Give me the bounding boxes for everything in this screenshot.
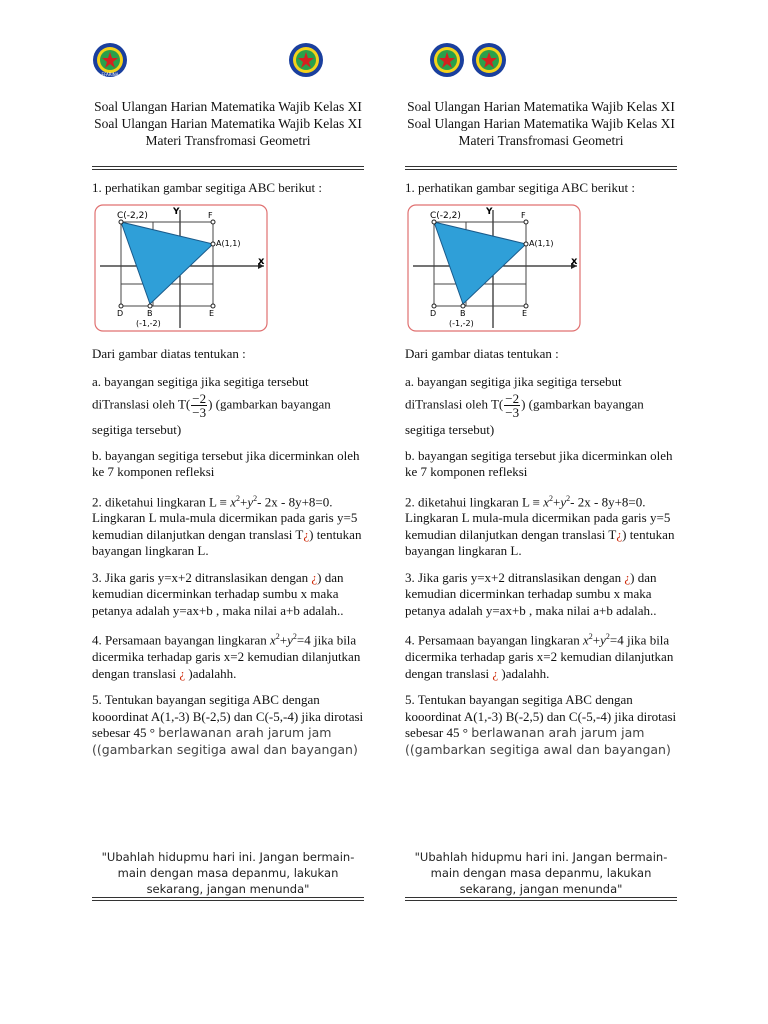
label-b-coord: (-1,-2) (449, 318, 474, 328)
label-x: x (258, 255, 265, 267)
school-logo-icon (471, 42, 507, 78)
q1-intro: 1. perhatikan gambar segitiga ABC berikut : (92, 180, 322, 195)
school-logo-icon (288, 42, 324, 78)
label-c: C(-2,2) (117, 210, 148, 221)
label-a: A(1,1) (529, 238, 554, 248)
label-c: C(-2,2) (430, 210, 461, 221)
title-divider (405, 166, 677, 170)
q1b: b. bayangan segitiga tersebut jika dicerminkan oleh ke 7 komponen refleksi (405, 447, 673, 479)
label-y: Y (173, 206, 180, 217)
label-e: E (522, 308, 528, 318)
q5: 5. Tentukan bayangan segitiga ABC dengan kooordinat A(1,-3) B(-2,5) dan C(-5,-4) jika dirotasi sebesar 45 ° berlawanan arah jarum jam ((gambarkan segitiga awal dan bayangan) (92, 692, 364, 757)
label-e: E (209, 308, 215, 318)
q1a: a. bayangan segitiga jika segitiga tersebut diTranslasi oleh T( $\frac{-2}{-3}$ ) (gambarkan bayangan segitiga tersebut) (405, 373, 644, 437)
q3: 3. Jika garis y=x+2 ditranslasikan dengan ¿) dan kemudian dicerminkan terhadap sumbu x maka petanya adalah y=ax+b , maka nilai a+b adalah.. (405, 569, 657, 618)
school-logo-icon (429, 42, 465, 78)
triangle-figure (407, 204, 581, 332)
questions (405, 180, 677, 758)
motivational-quote: "Ubahlah hidupmu hari ini. Jangan bermain-main dengan masa depanmu, lakukan sekarang, jangan menunda" (101, 850, 355, 896)
label-f: F (208, 210, 213, 220)
label-f: F (521, 210, 526, 220)
triangle-figure (94, 204, 268, 332)
q1-prompt: Dari gambar diatas tentukan : (405, 346, 559, 361)
bottom-divider (405, 897, 677, 901)
q4: 4. Persamaan bayangan lingkaran $x^2+y^2=4$ jika bila dicermika terhadap garis x=2 kemudian dilanjutkan dengan translasi ¿ )adalahh. (405, 632, 674, 681)
logo-text: EFARINA (101, 72, 119, 77)
label-b: B (460, 308, 466, 318)
label-b: B (147, 308, 153, 318)
motivational-quote: "Ubahlah hidupmu hari ini. Jangan bermain-main dengan masa depanmu, lakukan sekarang, jangan menunda" (414, 850, 668, 896)
q2: 2. diketahui lingkaran $L \equiv x^2+y^2-$ 2x - 8y+8=0. Lingkaran L mula-mula dicermikan pada garis y=5 kemudian dilanjutkan dengan translasi T¿) tentukan bayangan lingkaran L. (405, 493, 675, 559)
q5: 5. Tentukan bayangan segitiga ABC dengan kooordinat A(1,-3) B(-2,5) dan C(-5,-4) jika dirotasi sebesar 45 ° berlawanan arah jarum jam ((gambarkan segitiga awal dan bayangan) (405, 692, 677, 757)
worksheet-title: Soal Ulangan Harian Matematika Wajib Kelas XI Soal Ulangan Harian Matematika Wajib Kelas XI Materi Transfromasi Geometri (407, 99, 675, 148)
q2: 2. diketahui lingkaran $L \equiv x^2+y^2-$ 2x - 8y+8=0. Lingkaran L mula-mula dicermikan pada garis y=5 kemudian dilanjutkan dengan translasi T¿) tentukan bayangan lingkaran L. (92, 493, 362, 559)
label-b-coord: (-1,-2) (136, 318, 161, 328)
q4: 4. Persamaan bayangan lingkaran $x^2+y^2=4$ jika bila dicermika terhadap garis x=2 kemudian dilanjutkan dengan translasi ¿ )adalahh. (92, 632, 361, 681)
title-divider (92, 166, 364, 170)
q1-prompt: Dari gambar diatas tentukan : (92, 346, 246, 361)
worksheet-title: Soal Ulangan Harian Matematika Wajib Kelas XI Soal Ulangan Harian Matematika Wajib Kelas XI Materi Transfromasi Geometri (94, 99, 362, 148)
school-logo-icon (92, 42, 128, 78)
q1a: a. bayangan segitiga jika segitiga tersebut diTranslasi oleh T( $\frac{-2}{-3}$ ) (gambarkan bayangan segitiga tersebut) (92, 373, 331, 437)
label-a: A(1,1) (216, 238, 241, 248)
questions (92, 180, 364, 758)
q3: 3. Jika garis y=x+2 ditranslasikan dengan ¿) dan kemudian dicerminkan terhadap sumbu x maka petanya adalah y=ax+b , maka nilai a+b adalah.. (92, 569, 344, 618)
label-d: D (117, 308, 124, 318)
q1-intro: 1. perhatikan gambar segitiga ABC berikut : (405, 180, 635, 195)
q1b: b. bayangan segitiga tersebut jika dicerminkan oleh ke 7 komponen refleksi (92, 447, 360, 479)
label-d: D (430, 308, 437, 318)
label-x: x (571, 255, 578, 267)
label-y: Y (486, 206, 493, 217)
bottom-divider (92, 897, 364, 901)
